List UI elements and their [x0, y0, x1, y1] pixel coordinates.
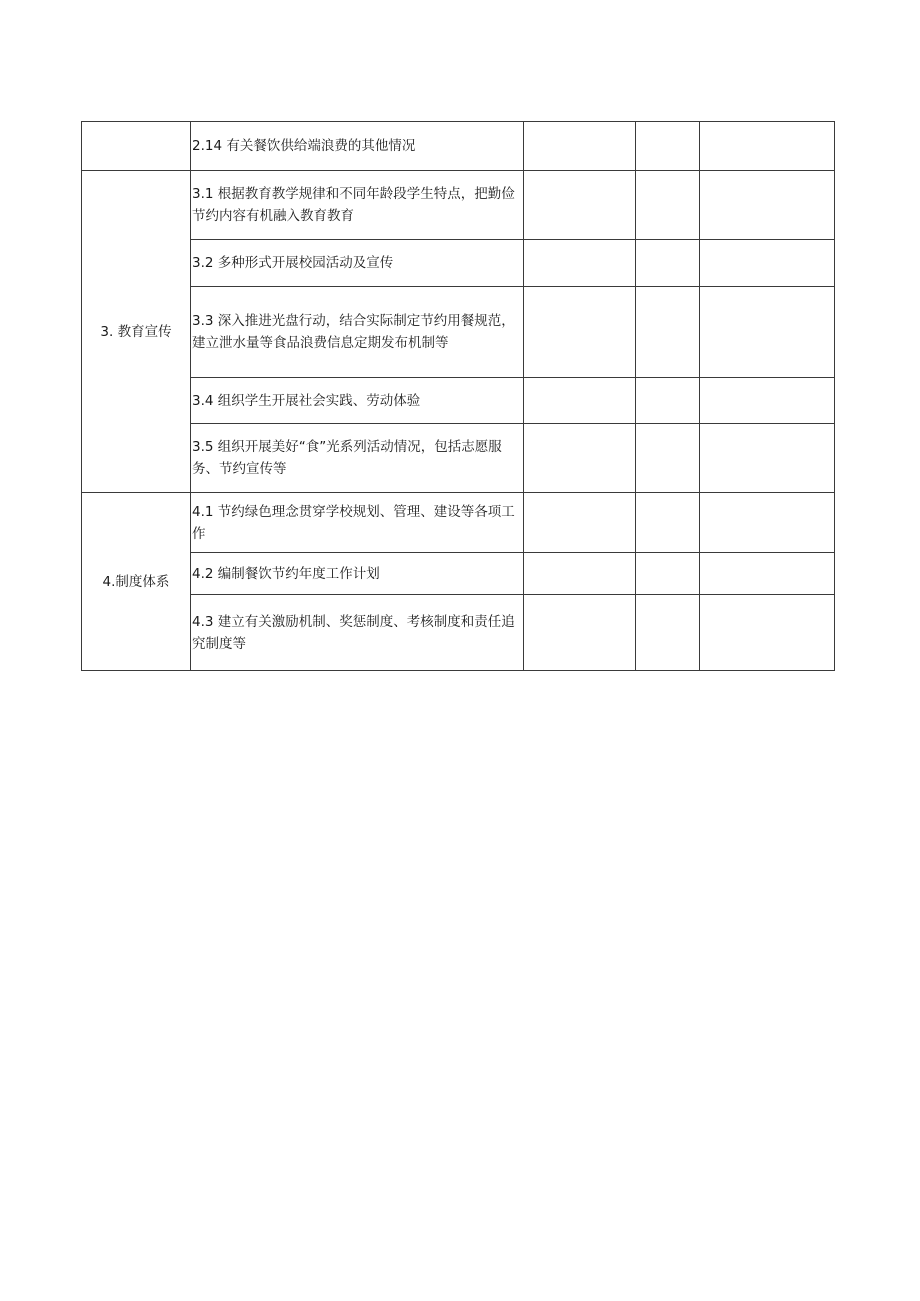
blank-cell — [524, 378, 636, 424]
blank-cell — [636, 171, 700, 240]
blank-cell — [700, 424, 835, 493]
table-row — [82, 378, 835, 424]
blank-cell — [636, 424, 700, 493]
blank-cell — [700, 122, 835, 171]
blank-cell — [524, 493, 636, 553]
table-row — [82, 240, 835, 287]
item-cell: 3.5 组织开展美好“食”光系列活动情况，包括志愿服务、节约宣传等 — [191, 424, 524, 493]
category-cell: 4.制度体系 — [82, 493, 191, 671]
blank-cell — [524, 595, 636, 671]
table-row — [82, 595, 835, 671]
blank-cell — [636, 493, 700, 553]
blank-cell — [700, 493, 835, 553]
blank-cell — [700, 240, 835, 287]
item-cell: 3.3 深入推进光盘行动，结合实际制定节约用餐规范，建立泄水量等食品浪费信息定期发布机制等 — [191, 287, 524, 378]
blank-cell — [700, 595, 835, 671]
blank-cell — [636, 553, 700, 595]
blank-cell — [524, 240, 636, 287]
category-cell — [82, 122, 191, 171]
blank-cell — [524, 287, 636, 378]
blank-cell — [700, 171, 835, 240]
blank-cell — [700, 287, 835, 378]
document-page — [81, 121, 834, 671]
item-cell: 4.1 节约绿色理念贯穿学校规划、管理、建设等各项工作 — [191, 493, 524, 553]
blank-cell — [524, 122, 636, 171]
blank-cell — [636, 595, 700, 671]
blank-cell — [636, 287, 700, 378]
blank-cell — [524, 171, 636, 240]
item-cell: 3.2 多种形式开展校园活动及宣传 — [191, 240, 524, 287]
blank-cell — [636, 240, 700, 287]
item-cell: 4.3 建立有关激励机制、奖惩制度、考核制度和责任追究制度等 — [191, 595, 524, 671]
blank-cell — [636, 378, 700, 424]
table-row — [82, 122, 835, 171]
blank-cell — [524, 424, 636, 493]
blank-cell — [700, 553, 835, 595]
blank-cell — [700, 378, 835, 424]
table-row — [82, 553, 835, 595]
category-cell: 3. 教育宣传 — [82, 171, 191, 493]
blank-cell — [636, 122, 700, 171]
table-row — [82, 424, 835, 493]
item-cell: 3.4 组织学生开展社会实践、劳动体验 — [191, 378, 524, 424]
item-cell: 4.2 编制餐饮节约年度工作计划 — [191, 553, 524, 595]
item-cell: 2.14 有关餐饮供给端浪费的其他情况 — [191, 122, 524, 171]
blank-cell — [524, 553, 636, 595]
item-cell: 3.1 根据教育教学规律和不同年龄段学生特点，把勤俭节约内容有机融入教育教育 — [191, 171, 524, 240]
table-row — [82, 287, 835, 378]
table-row — [82, 493, 835, 553]
inspection-table — [81, 121, 835, 671]
table-row — [82, 171, 835, 240]
